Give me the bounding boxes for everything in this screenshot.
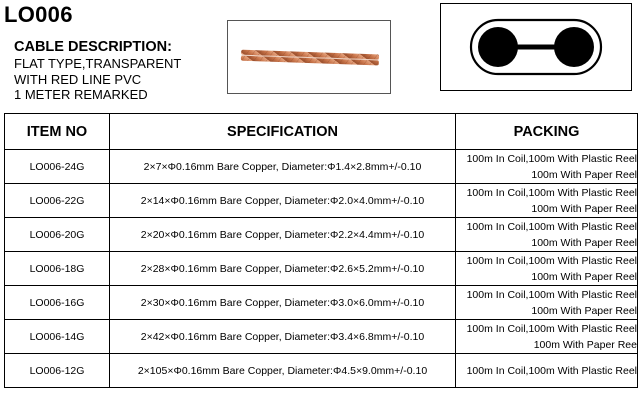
packing-cell bbox=[456, 286, 638, 320]
specification-table bbox=[4, 113, 638, 388]
table-row bbox=[5, 320, 638, 354]
cable-photo bbox=[227, 20, 391, 94]
packing-line: 100m With Paper Reel bbox=[531, 168, 637, 181]
table-header-row bbox=[5, 114, 638, 150]
column-header-packing: PACKING bbox=[456, 114, 638, 150]
packing-line: 100m In Coil,100m With Plastic Reel bbox=[466, 364, 637, 377]
packing-line: 100m With Paper Reel bbox=[531, 270, 637, 283]
packing-cell bbox=[456, 218, 638, 252]
packing-line: 100m In Coil,100m With Plastic Reel bbox=[466, 152, 637, 165]
description-line: WITH RED LINE PVC bbox=[14, 71, 142, 87]
copper-cable-image bbox=[228, 21, 390, 93]
cable-cross-section-diagram bbox=[440, 3, 632, 91]
item-no-cell: LO006-22G bbox=[5, 184, 110, 218]
specification-cell: 2×14×Φ0.16mm Bare Copper, Diameter:Φ2.0×4.0mm+/-0.10 bbox=[110, 184, 456, 218]
packing-line: 100m In Coil,100m With Plastic Reel bbox=[466, 288, 637, 301]
description-line: 1 METER REMARKED bbox=[14, 87, 148, 102]
item-no-cell: LO006-20G bbox=[5, 218, 110, 252]
specification-cell: 2×42×Φ0.16mm Bare Copper, Diameter:Φ3.4×6.8mm+/-0.10 bbox=[110, 320, 456, 354]
packing-line: 100m In Coil,100m With Plastic Reel bbox=[466, 220, 637, 233]
packing-line: 100m In Coil,100m With Plastic Reel bbox=[466, 322, 637, 335]
item-no-cell: LO006-12G bbox=[5, 354, 110, 388]
table-row bbox=[5, 150, 638, 184]
packing-cell bbox=[456, 252, 638, 286]
packing-cell bbox=[456, 184, 638, 218]
item-no-cell: LO006-16G bbox=[5, 286, 110, 320]
packing-line: 100m In Coil,100m With Plastic Reel bbox=[466, 254, 637, 267]
column-header-item-no: ITEM NO bbox=[5, 114, 110, 150]
table-row bbox=[5, 286, 638, 320]
packing-line: 100m With Paper Ree bbox=[533, 338, 637, 351]
product-code-title: LO006 bbox=[4, 2, 73, 27]
packing-cell bbox=[456, 150, 638, 184]
cable-description-heading: CABLE DESCRIPTION: bbox=[14, 39, 172, 55]
specification-cell: 2×28×Φ0.16mm Bare Copper, Diameter:Φ2.6×5.2mm+/-0.10 bbox=[110, 252, 456, 286]
table-row bbox=[5, 252, 638, 286]
description-line: FLAT TYPE,TRANSPARENT bbox=[14, 56, 182, 71]
packing-line: 100m With Paper Reel bbox=[531, 202, 637, 215]
cross-section-icon bbox=[441, 4, 631, 90]
table-row bbox=[5, 218, 638, 252]
cable-description-text bbox=[14, 56, 181, 103]
packing-line: 100m With Paper Reel bbox=[531, 236, 637, 249]
table-row bbox=[5, 184, 638, 218]
packing-cell bbox=[456, 354, 638, 388]
specification-cell: 2×105×Φ0.16mm Bare Copper, Diameter:Φ4.5×9.0mm+/-0.10 bbox=[110, 354, 456, 388]
item-no-cell: LO006-14G bbox=[5, 320, 110, 354]
specification-cell: 2×7×Φ0.16mm Bare Copper, Diameter:Φ1.4×2.8mm+/-0.10 bbox=[110, 150, 456, 184]
specification-cell: 2×30×Φ0.16mm Bare Copper, Diameter:Φ3.0×6.0mm+/-0.10 bbox=[110, 286, 456, 320]
column-header-specification: SPECIFICATION bbox=[110, 114, 456, 150]
table-row bbox=[5, 354, 638, 388]
item-no-cell: LO006-24G bbox=[5, 150, 110, 184]
specification-cell: 2×20×Φ0.16mm Bare Copper, Diameter:Φ2.2×4.4mm+/-0.10 bbox=[110, 218, 456, 252]
packing-cell bbox=[456, 320, 638, 354]
packing-line: 100m In Coil,100m With Plastic Reel bbox=[466, 186, 637, 199]
item-no-cell: LO006-18G bbox=[5, 252, 110, 286]
packing-line: 100m With Paper Reel bbox=[531, 304, 637, 317]
